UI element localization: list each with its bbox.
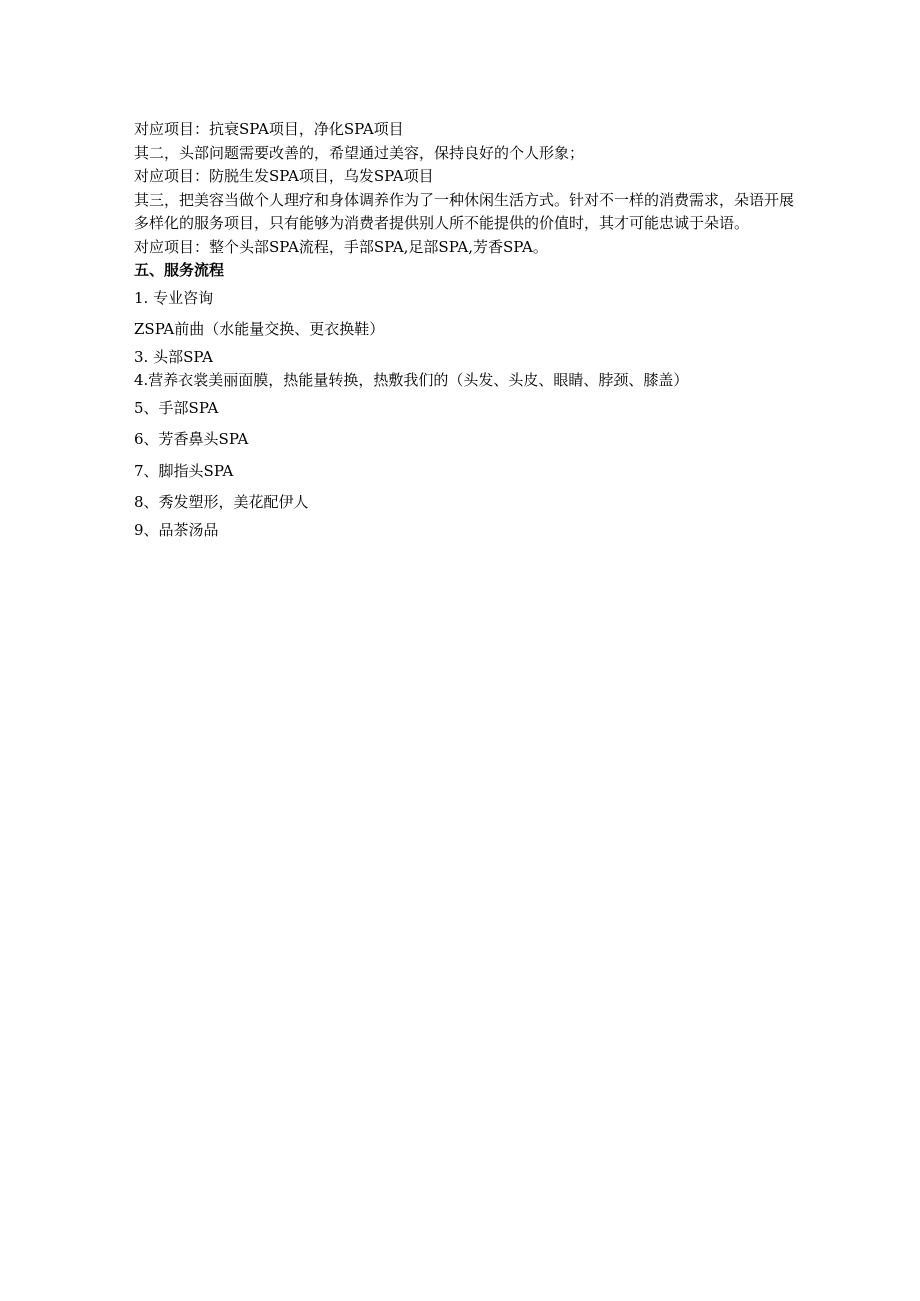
step-3: 3. 头部SPA xyxy=(134,347,213,366)
step-1: 1. 专业咨询 xyxy=(134,288,214,307)
paragraph-5: 对应项目：整个头部SPA流程，手部SPA,足部SPA,芳香SPA。 xyxy=(134,237,548,256)
paragraph-4: 其三，把美容当做个人理疗和身体调养作为了一种休闲生活方式。针对不一样的消费需求，朵语开展多样化的服务项目，只有能够为消费者提供别人所不能提供的价值时，其才可能忠诚于朵语。 xyxy=(134,190,795,232)
step-6: 6、芳香鼻头SPA xyxy=(134,430,249,448)
step-2: ZSPA前曲（水能量交换、更衣换鞋） xyxy=(134,320,385,338)
paragraph-1: 对应项目：抗衰SPA项目，净化SPA项目 xyxy=(134,120,404,138)
step-7: 7、脚指头SPA xyxy=(134,461,234,480)
step-8: 8、秀发塑形，美花配伊人 xyxy=(134,493,309,511)
section-heading: 五、服务流程 xyxy=(134,261,225,279)
paragraph-2: 其二，头部问题需要改善的，希望通过美容，保持良好的个人形象； xyxy=(134,143,585,162)
step-5: 5、手部SPA xyxy=(134,398,219,417)
paragraph-3: 对应项目：防脱生发SPA项目，乌发SPA项目 xyxy=(134,167,434,185)
document-body xyxy=(134,118,794,542)
step-4: 4.营养衣裳美丽面膜，热能量转换，热敷我们的（头发、头皮、眼睛、脖颈、膝盖） xyxy=(134,371,689,389)
step-9: 9、品茶汤品 xyxy=(134,520,219,539)
